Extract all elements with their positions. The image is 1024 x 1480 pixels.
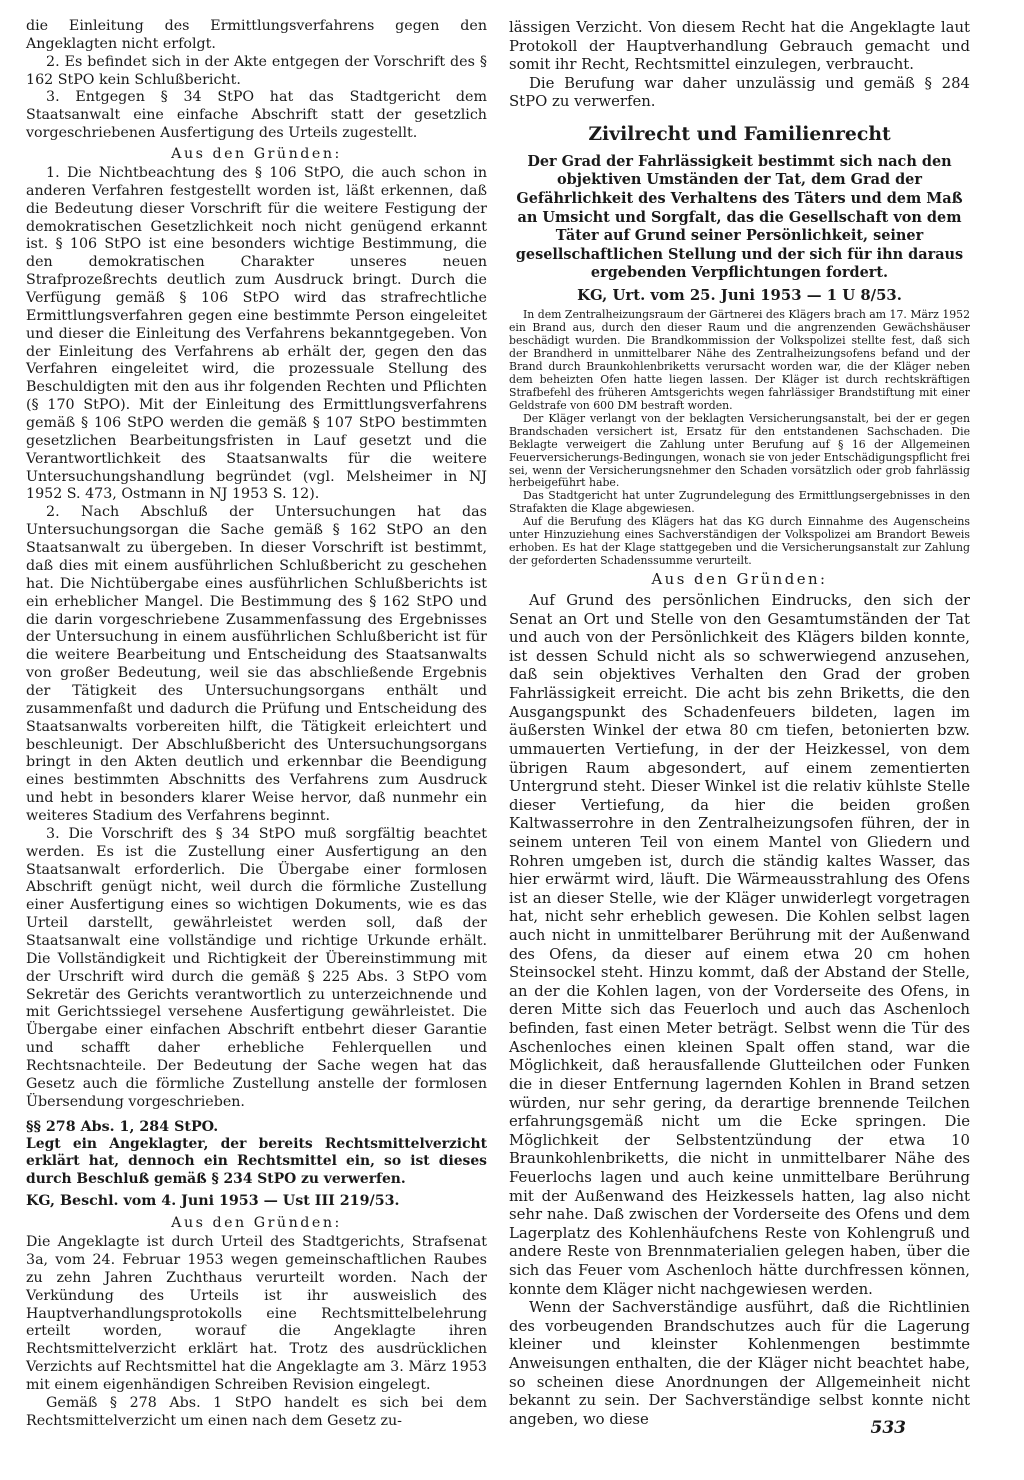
paragraph: 2. Es befindet sich in der Akte entgegen der Vorschrift des § 162 StPO kein Schlußbericht.	[26, 53, 487, 88]
section-subheading: Aus den Gründen:	[171, 146, 342, 163]
paragraph: die Einleitung des Ermittlungsverfahrens gegen den Angeklagten nicht erfolgt.	[26, 18, 487, 52]
section-subheading: Aus den Gründen:	[651, 570, 828, 589]
paragraph: 3. Die Vorschrift des § 34 StPO muß sorgfältig beachtet werden. Es ist die Zustellung einer Ausfertigung an den Staatsanwalt erforderlich. Die Übergabe einer formlosen Abschrift genügt nicht, weil durch die förmliche Zustellung einer Ausfertigung eines so wichtigen Dokuments, wie es das Urteil darstellt, gewährleistet werden soll, daß der Staatsanwalt eine vollständige und richtige Urkunde erhält. Die Vollständigkeit und Richtigkeit der Übereinstimmung mit der Urschrift wird durch die gemäß § 225 Abs. 3 StPO vom Sekretär des Gerichts verantwortlich zu unterzeichnende und mit Gerichtssiegel versehene Ausfertigung gewährleistet. Die Übergabe einer einfachen Abschrift entbehrt dieser Garantie und schafft daher erhebliche Fehlerquellen und Rechtsnachteile. Der Bedeutung der Sache wegen hat das Gesetz auch die förmliche Zustellung anstelle der formlosen Übersendung vorgeschrieben.	[26, 825, 487, 1110]
paragraph: Wenn der Sachverständige ausführt, daß die Richtlinien des vorbeugenden Brandschutzes auch für die Lagerung kleiner und kleinster Kohlenmengen bestimmte Anweisungen enthalten, die der Kläger nicht beachtet habe, so scheinen diese Anordnungen der Allgemeinheit nicht bekannt zu sein. Der Sachverständige selbst konnte nicht angeben, wo diese	[509, 1298, 970, 1428]
right-column	[509, 18, 970, 1428]
section-subheading: Aus den Gründen:	[171, 1215, 342, 1232]
paragraph: lässigen Verzicht. Von diesem Recht hat die Angeklagte laut Protokoll der Hauptverhandlung Gebrauch gemacht und somit ihr Recht, Rechtsmittel einzulegen, verbraucht.	[509, 18, 970, 74]
paragraph: Gemäß § 278 Abs. 1 StPO handelt es sich bei dem Rechtsmittelverzicht um einen nach dem Gesetz zu-	[26, 1394, 487, 1429]
case-headnote: Legt ein Angeklagter, der bereits Rechtsmittelverzicht erklärt hat, dennoch ein Rechtsmittel ein, so ist dieses durch Beschluß gemäß § 234 StPO zu verwerfen.	[26, 1135, 487, 1188]
facts-paragraph: In dem Zentralheizungsraum der Gärtnerei des Klägers brach am 17. März 1952 ein Brand aus, durch den dieser Raum und die angrenzenden Gewächshäuser beschädigt wurden. Die Brandkommission der Volkspolizei stellte fest, daß sich der Brandherd in unmittelbarer Nähe des Zentralheizungsofens befand und der Brand durch Braunkohlenbriketts verursacht worden war, die der Kläger neben dem beheizten Ofen hatte liegen lassen. Der Kläger ist durch rechtskräftigen Strafbefehl des früheren Amtsgerichts wegen fahrlässiger Brandstiftung mit einer Geldstrafe von 600 DM bestraft worden.	[509, 307, 970, 412]
page-number: 533	[870, 1418, 906, 1438]
case-facts	[509, 309, 970, 568]
paragraph: 3. Entgegen § 34 StPO hat das Stadtgericht dem Staatsanwalt eine einfache Abschrift statt der gesetzlich vorgeschriebenen Ausfertigung des Urteils zugestellt.	[26, 89, 487, 142]
section-heading: Zivilrecht und Familienrecht	[588, 123, 891, 146]
left-column	[26, 18, 487, 1431]
paragraph: 1. Die Nichtbeachtung des § 106 StPO, die auch schon in anderen Verfahren festgestellt worden ist, läßt erkennen, daß die Bedeutung dieser Vorschrift für die weitere Festigung der demokratischen Gesetzlichkeit noch nicht genügend erkannt ist. § 106 StPO ist eine besonders wichtige Bestimmung, die den demokratischen Charakter unseres neuen Strafprozeßrechts deutlich zum Ausdruck bringt. Durch die Verfügung gemäß § 106 StPO wird das strafrechtliche Ermittlungsverfahren gegen eine bestimmte Person eingeleitet und dieser die Einleitung des Verfahrens bekanntgegeben. Von der Einleitung des Verfahrens ab erhält der, gegen den das Verfahren eingeleitet wird, die prozessuale Stellung des Beschuldigten mit den aus ihr folgenden Rechten und Pflichten (§ 170 StPO). Mit der Einleitung des Ermittlungsverfahrens gemäß § 106 StPO werden die gemäß § 107 StPO bestimmten gesetzlichen Bearbeitungsfristen in Lauf gesetzt und die Verantwortlichkeit des Staatsanwalts für die weitere Untersuchungshandlung begründet (vgl. Melsheimer in NJ 1952 S. 473, Ostmann in NJ 1953 S. 12).	[26, 165, 487, 503]
court-citation: KG, Urt. vom 25. Juni 1953 — 1 U 8/53.	[577, 286, 902, 305]
court-citation: KG, Beschl. vom 4. Juni 1953 — Ust III 219/53.	[26, 1193, 400, 1210]
facts-paragraph: Auf die Berufung des Klägers hat das KG durch Einnahme des Augenscheins unter Hinzuziehung eines Sachverständigen der Volkspolizei am Brandort Beweis erhoben. Es hat der Klage stattgegeben und die Versicherungsanstalt zur Zahlung der geforderten Schadenssumme verurteilt.	[509, 515, 970, 568]
facts-paragraph: Der Kläger verlangt von der beklagten Versicherungsanstalt, bei der er gegen Brandschaden versichert ist, Ersatz für den entstandenen Sachschaden. Die Beklagte verweigert die Zahlung unter Berufung auf § 16 der Allgemeinen Feuerversicherungs-Bedingungen, wonach sie von jeder Entschädigungspflicht frei sei, wenn der Versicherungsnehmer den Schaden vorsätzlich oder grob fahrlässig herbeigeführt habe.	[509, 411, 970, 490]
paragraph: Die Berufung war daher unzulässig und gemäß § 284 StPO zu verwerfen.	[509, 73, 970, 111]
case-headnote: Der Grad der Fahrlässigkeit bestimmt sich nach den objektiven Umständen der Tat, dem Grad der Gefährlichkeit des Verhaltens des Täters und dem Maß an Umsicht und Sorgfalt, das die Gesellschaft von dem Täter auf Grund seiner Persönlichkeit, seiner gesellschaftlichen Stellung und der sich für ihn daraus ergebenden Verpflichtungen fordert.	[515, 152, 964, 282]
case-reference: §§ 278 Abs. 1, 284 StPO.	[26, 1118, 219, 1135]
facts-paragraph: Das Stadtgericht hat unter Zugrundelegung des Ermittlungsergebnisses in den Strafakten die Klage abgewiesen.	[509, 489, 970, 516]
paragraph: Die Angeklagte ist durch Urteil des Stadtgerichts, Strafsenat 3a, vom 24. Februar 1953 wegen gemeinschaftlichen Raubes zu zehn Jahren Zuchthaus verurteilt worden. Nach der Verkündung des Urteils ist ihr ausweislich des Hauptverhandlungsprotokolls eine Rechtsmittelbelehrung erteilt worden, worauf die Angeklagte ihren Rechtsmittelverzicht erklärt hat. Trotz des ausdrücklichen Verzichts auf Rechtsmittel hat die Angeklagte am 3. März 1953 mit einem eigenhändigen Schreiben Revision eingelegt.	[26, 1234, 487, 1394]
paragraph: 2. Nach Abschluß der Untersuchungen hat das Untersuchungsorgan die Sache gemäß § 162 StPO an den Staatsanwalt zu übergeben. In dieser Vorschrift ist bestimmt, daß dies mit einem ausführlichen Schlußbericht zu geschehen hat. Die Nichtübergabe eines ausführlichen Schlußberichts ist ein erheblicher Mangel. Die Bestimmung des § 162 StPO und die darin vorgeschriebene Zusammenfassung des Ergebnisses der Untersuchung in einem ausführlichen Schlußbericht ist für die weitere Bearbeitung und Entscheidung des Staatsanwalts von großer Bedeutung, weil sie das abschließende Ergebnis der Tätigkeit des Untersuchungsorgans enthält und zusammenfaßt und dadurch die Prüfung und Entscheidung des Staatsanwalts vorbereiten hilft, die Tätigkeit erleichtert und beschleunigt. Der Abschlußbericht des Untersuchungsorgans bringt in den Akten deutlich und erkennbar die Beendigung eines bestimmten Abschnitts des Verfahrens zum Ausdruck und hebt in besonders klarer Weise hervor, daß nunmehr ein weiteres Stadium des Verfahrens beginnt.	[26, 504, 487, 824]
paragraph: Auf Grund des persönlichen Eindrucks, den sich der Senat an Ort und Stelle von den Gesamtumständen der Tat und auch von der Persönlichkeit des Klägers bilden konnte, ist dessen Schuld nicht als so schwerwiegend anzusehen, daß sein objektives Verhalten den Grad der groben Fahrlässigkeit erreicht. Die acht bis zehn Briketts, die den Ausgangspunkt des Schadenfeuers bildeten, lagen im äußersten Winkel der etwa 80 cm tiefen, betonierten bzw. ummauerten Vertiefung, in der der Heizkessel, von dem übrigen Raum abgesondert, auf einem zementierten Untergrund steht. Dieser Winkel ist die relativ kühlste Stelle dieser Vertiefung, da hier die beiden großen Kaltwasserrohre in den Zentralheizungsofen führen, der in seinem unteren Teil von einem Mantel von Gliedern und Rohren umgeben ist, durch die ständig kaltes Wasser, das hier erwärmt wird, läuft. Die Wärmeausstrahlung des Ofens ist an dieser Stelle, wie der Kläger unwiderlegt vorgetragen hat, nicht sehr erheblich gewesen. Die Kohlen selbst lagen auch nicht in unmittelbarer Berührung mit der Außenwand des Ofens, da dieser auf einem etwa 20 cm hohen Steinsockel steht. Hinzu kommt, daß der Abstand der Stelle, an der die Kohlen lagen, von der Vorderseite des Ofens, in deren Mitte sich das Feuerloch und auch das Aschenloch befinden, fast einen Meter beträgt. Selbst wenn die Tür des Aschenloches einen kleinen Spalt offen stand, war die Möglichkeit, daß herausfallende Glutteilchen oder Funken die in dieser Entfernung lagernden Kohlen in Brand setzen würden, nur sehr gering, da derartige brennende Teilchen erfahrungsgemäß nicht um die Ecke springen. Die Möglichkeit der Selbstentzündung der etwa 10 Braunkohlenbriketts, die nicht in unmittelbarer Nähe des Feuerlochs lagen und auch keine unmittelbare Berührung mit der Außenwand des Heizkessels hatten, lag also nicht sehr nahe. Daß zwischen der Vorderseite des Ofens und dem Lagerplatz des Kohlenhäufchens Reste von Kohlengruß und andere Reste von Brennmaterialien gelegen haben, über die sich das Feuer vom Aschenloch hätte durchfressen können, konnte dem Kläger nicht nachgewiesen werden.	[509, 591, 970, 1298]
